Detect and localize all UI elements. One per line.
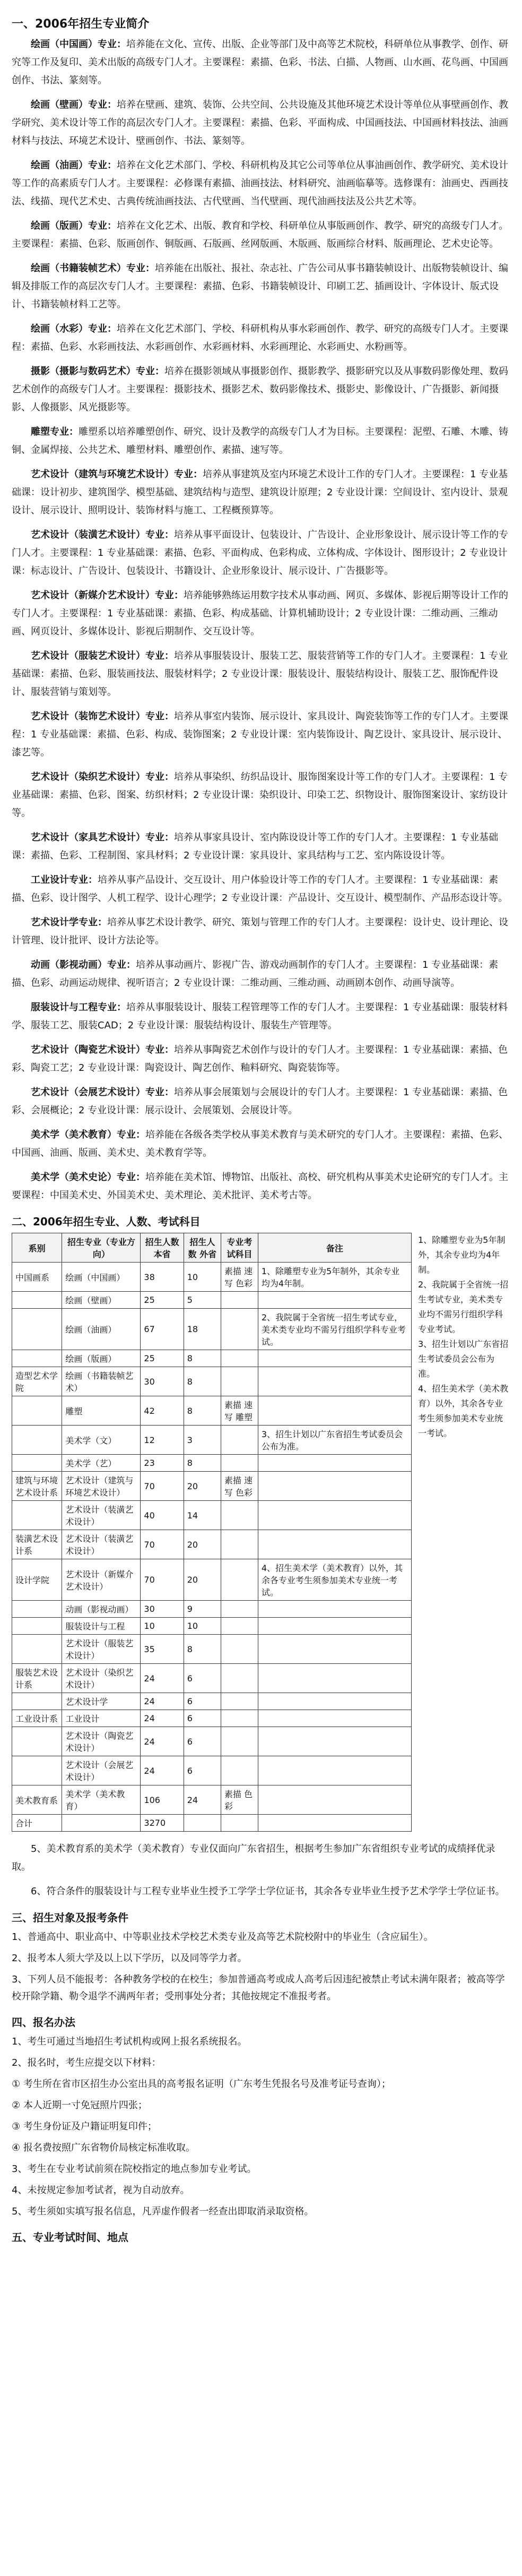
- major-text: 培养从事平面设计、包装设计、广告设计、企业形象设计、展示设计等工作的专门人才。主要课程：1 专业基础课：素描、色彩、平面构成、色彩构成、立体构成、字体设计、图形设计；2 专业设计课：标志设计、广告设计、包装设计、书籍设计、企业形象设计、展示设计、广告摄影等。: [12, 529, 508, 577]
- in-count-cell: 3270: [141, 1815, 184, 1832]
- section-item: 2、报考本人须大学及以上以下学历，以及同等学力者。: [12, 1953, 247, 1964]
- major-paragraph: [12, 708, 510, 762]
- intro-text: 培养在文化艺术部门、学校、科研机构从事水彩画创作、教学、研究的高级专门人才。主要课程：素描、色彩、水彩画技法、水彩画创作、水彩画材料、水彩画理论、水彩画史、水粉画等。: [12, 323, 508, 353]
- major-paragraph: [12, 1041, 510, 1077]
- section-subitem: ② 本人近期一寸免冠照片四张；: [12, 2100, 147, 2111]
- in-count-cell: 70: [141, 1472, 184, 1501]
- major-text: 培养能在美术馆、博物馆、出版社、高校、研究机构从事美术史论研究的专门人才。主要课程：中国美术史、外国美术史、美术理论、美术批评、美术考古等。: [12, 1172, 508, 1201]
- major-term: 艺术设计（新媒介艺术设计）专业：: [31, 590, 184, 601]
- major-paragraph: [12, 526, 510, 580]
- major-text: 培养从事家具设计、室内陈设设计等工作的专门人才。主要课程：1 专业基础课：素描、色彩、工程制图、家具材料；2 专业设计课：家具设计、家具结构与工艺、室内陈设设计等。: [12, 832, 499, 861]
- major-term: 工业设计专业：: [31, 874, 98, 886]
- after-table-point: 6、符合条件的服装设计与工程专业毕业生授予工学学士学位证书，其余各专业毕业生授予艺术学学士学位证书。: [31, 1886, 505, 1897]
- out-count-cell: 20: [184, 1472, 221, 1501]
- major-cell: 艺术设计（新媒介艺术设计）: [62, 1559, 141, 1601]
- major-text: 培养从事服装设计、服装工艺、服装营销等工作的专门人才。主要课程：1 专业基础课：素描、色彩、服装画技法、服装材料学；2 专业设计课：服装设计、服装结构设计、服装工艺、服饰配件设计、服装营销与策划等。: [12, 650, 508, 698]
- major-cell: 美术学（艺）: [62, 1455, 141, 1472]
- subject-cell: [221, 1367, 258, 1396]
- section-subitem: ④ 报名费按照广东省物价局核定标准收取。: [12, 2142, 195, 2153]
- subject-cell: [221, 1815, 258, 1832]
- table-header-cell: 系别: [12, 1233, 62, 1263]
- major-paragraph: [12, 956, 510, 992]
- intro-term: 绘画（水彩）专业：: [31, 323, 117, 334]
- major-text: 雕塑系以培养雕塑创作、研究、设计及教学的高级专门人才为目标。主要课程：泥塑、石雕、木雕、铸铜、金属焊接、公共艺术、雕塑材料、雕塑创作、素描、速写等。: [12, 426, 508, 456]
- out-count-cell: 6: [184, 1693, 221, 1710]
- intro-term: 绘画（壁画）专业：: [31, 99, 117, 110]
- subject-cell: 素描 速写 雕塑: [221, 1396, 258, 1426]
- dept-cell: [12, 1309, 62, 1350]
- section-title: 三、招生对象及报考条件: [12, 1911, 128, 1924]
- intro-term: 绘画（油画）专业：: [31, 160, 117, 171]
- major-text: 培养从事会展策划与会展设计的专门人才。主要课程：1 专业基础课：素描、色彩、会展概论；2 专业设计课：展示设计、会展策划、会展设计等。: [12, 1087, 508, 1116]
- in-count-cell: 30: [141, 1601, 184, 1618]
- table-header-cell: 备注: [258, 1233, 411, 1263]
- after-table-points: [12, 1840, 510, 1901]
- subject-cell: [221, 1426, 258, 1455]
- major-cell: 绘画（书籍装帧艺术）: [62, 1367, 141, 1396]
- major-paragraph: [12, 999, 510, 1035]
- table-row: [12, 1559, 412, 1601]
- out-count-cell: 8: [184, 1350, 221, 1367]
- major-term: 艺术设计学专业：: [31, 917, 107, 928]
- dept-cell: 工业设计系: [12, 1710, 62, 1727]
- dept-cell: 设计学院: [12, 1559, 62, 1601]
- admission-table: [12, 1233, 412, 1832]
- dept-cell: 建筑与环境艺术设计系: [12, 1472, 62, 1501]
- major-cell: 艺术设计（陶瓷艺术设计）: [62, 1727, 141, 1756]
- remark-cell: [258, 1693, 411, 1710]
- table-row: [12, 1727, 412, 1756]
- major-paragraph: [12, 1126, 510, 1162]
- remark-cell: 1、除雕塑专业为5年制外，其余专业均为4年制。: [258, 1263, 411, 1292]
- table-section-title: 二、2006年招生专业、人数、考试科目: [12, 1215, 201, 1228]
- subject-cell: [221, 1559, 258, 1601]
- remark-cell: 4、招生美术学（美术教育）以外，其余各专业考生须参加美术专业统一考试。: [258, 1559, 411, 1601]
- dept-cell: 美术教育系: [12, 1785, 62, 1815]
- remark-cell: [258, 1618, 411, 1635]
- section-item: 1、考生可通过当地招生考试机构或网上报名系统报名。: [12, 2036, 247, 2047]
- intro-paragraph: [12, 363, 510, 417]
- major-cell: 绘画（版画）: [62, 1350, 141, 1367]
- in-count-cell: 42: [141, 1396, 184, 1426]
- table-row: [12, 1309, 412, 1350]
- table-row: [12, 1292, 412, 1309]
- subject-cell: [221, 1618, 258, 1635]
- dept-cell: [12, 1693, 62, 1710]
- in-count-cell: 10: [141, 1618, 184, 1635]
- subject-cell: [221, 1710, 258, 1727]
- page-title: 一、2006年招生专业简介: [12, 18, 150, 31]
- intro-paragraphs: [12, 36, 510, 417]
- dept-cell: 装潢艺术设计系: [12, 1530, 62, 1559]
- subject-cell: [221, 1309, 258, 1350]
- out-count-cell: 5: [184, 1292, 221, 1309]
- after-table-point: 5、美术教育系的美术学（美术教育）专业仅面向广东省招生，根据考生参加广东省组织专业考试的成绩择优录取。: [12, 1843, 495, 1873]
- remark-cell: [258, 1530, 411, 1559]
- major-term: 艺术设计（建筑与环境艺术设计）专业：: [31, 469, 203, 480]
- out-count-cell: 8: [184, 1455, 221, 1472]
- intro-term: 摄影（摄影与数码艺术）专业：: [31, 366, 164, 377]
- out-count-cell: 14: [184, 1501, 221, 1530]
- dept-cell: [12, 1455, 62, 1472]
- subject-cell: [221, 1455, 258, 1472]
- section-item: 4、未按规定参加考试者，视为自动放弃。: [12, 2185, 190, 2196]
- major-cell: 美术学（文）: [62, 1426, 141, 1455]
- out-count-cell: 8: [184, 1635, 221, 1664]
- section-title: 五、专业考试时间、地点: [12, 2231, 128, 2244]
- table-row: [12, 1664, 412, 1693]
- major-cell: 服装设计与工程: [62, 1618, 141, 1635]
- remark-cell: [258, 1727, 411, 1756]
- table-row: [12, 1815, 412, 1832]
- table-row: [12, 1618, 412, 1635]
- out-count-cell: 6: [184, 1664, 221, 1693]
- dept-cell: [12, 1601, 62, 1618]
- section-item: 3、下列人员不能报考：各种教务学校的在校生；参加普通高考或成人高考后因违纪被禁止考试未满年限者；被高等学校开除学籍、勒令退学不满两年者；受刑事处分者；其他按规定不准报考者。: [12, 1974, 505, 2002]
- admission-sections: [12, 1909, 510, 2244]
- majors-block-1: [12, 423, 510, 459]
- remark-cell: [258, 1350, 411, 1367]
- out-count-cell: 10: [184, 1263, 221, 1292]
- remark-cell: [258, 1664, 411, 1693]
- major-cell: [62, 1815, 141, 1832]
- major-paragraph: [12, 587, 510, 641]
- remark-cell: [258, 1455, 411, 1472]
- table-row: [12, 1263, 412, 1292]
- subject-cell: [221, 1635, 258, 1664]
- remark-cell: [258, 1785, 411, 1815]
- intro-term: 绘画（版画）专业：: [31, 220, 117, 231]
- table-note: 3、招生计划以广东省招生考试委员会公布为准。: [418, 1339, 509, 1379]
- dept-cell: 中国画系: [12, 1263, 62, 1292]
- major-paragraph: [12, 871, 510, 907]
- major-cell: 艺术设计（染织艺术设计）: [62, 1664, 141, 1693]
- major-paragraph: [12, 1084, 510, 1120]
- major-term: 动画（影视动画）专业：: [31, 959, 136, 971]
- dept-cell: [12, 1635, 62, 1664]
- section-item: 2、报名时，考生应提交以下材料：: [12, 2057, 161, 2068]
- major-text: 培养从事艺术设计教学、研究、策划与管理工作的专门人才。主要课程：设计史、设计理论、设计管理、设计批评、设计方法论等。: [12, 917, 508, 946]
- intro-text: 培养在摄影领域从事摄影创作、摄影教学、摄影研究以及从事数码影像处理、数码艺术创作的高级专门人才。主要课程：摄影技术、摄影艺术、数码影像技术、摄影史、影像设计、广告摄影、新闻摄影、人像摄影、风光摄影等。: [12, 366, 508, 413]
- table-row: [12, 1455, 412, 1472]
- in-count-cell: 25: [141, 1350, 184, 1367]
- dept-cell: 服装艺术设计系: [12, 1664, 62, 1693]
- major-text: 培养从事服装设计、服装工程管理等工作的专门人才。主要课程：1 专业基础课：服装材料学、服装工艺、服装CAD；2 专业设计课：服装结构设计、服装生产管理等。: [12, 1002, 508, 1031]
- major-term: 美术学（美术教育）专业：: [31, 1129, 145, 1140]
- dept-cell: [12, 1292, 62, 1309]
- in-count-cell: 38: [141, 1263, 184, 1292]
- major-cell: 绘画（壁画）: [62, 1292, 141, 1309]
- table-header-cell: 招生人数 外省: [184, 1233, 221, 1263]
- table-row: [12, 1530, 412, 1559]
- major-cell: 绘画（中国画）: [62, 1263, 141, 1292]
- majors-block-4: [12, 1126, 510, 1205]
- in-count-cell: 106: [141, 1785, 184, 1815]
- intro-text: 培养能在文化、宣传、出版、企业等部门及中高等艺术院校，科研单位从事教学、创作、研究等工作及复印、美术出版的高级专门人才。主要课程：素描、色彩、书法、白描、人物画、山水画、花鸟画、中国画创作、书法、篆刻等。: [12, 39, 508, 86]
- in-count-cell: 35: [141, 1635, 184, 1664]
- major-text: 培养从事建筑及室内环境艺术设计工作的专门人才。主要课程：1 专业基础课：设计初步、建筑图学、模型基础、建筑结构与造型、建筑设计原理；2 专业设计课：空间设计、室内设计、景观设计、展示设计、照明设计、装饰材料与施工、工程概预算等。: [12, 469, 508, 516]
- dept-cell: [12, 1727, 62, 1756]
- major-term: 艺术设计（服装艺术设计）专业：: [31, 650, 174, 662]
- section-item: 1、普通高中、职业高中、中等职业技术学校艺术类专业及高等艺术院校附中的毕业生（含应届生）。: [12, 1931, 433, 1943]
- major-term: 艺术设计（陶瓷艺术设计）专业：: [31, 1044, 174, 1055]
- table-row: [12, 1350, 412, 1367]
- in-count-cell: 24: [141, 1693, 184, 1710]
- section-item: 3、考生在专业考试前须在院校指定的地点参加专业考试。: [12, 2163, 257, 2175]
- table-row: [12, 1426, 412, 1455]
- remark-cell: [258, 1292, 411, 1309]
- intro-term: 绘画（书籍装帧艺术）专业：: [31, 263, 155, 274]
- major-paragraph: [12, 914, 510, 950]
- major-paragraph: [12, 647, 510, 701]
- major-cell: 美术学（美术教育）: [62, 1785, 141, 1815]
- remark-cell: 2、我院属于全省统一招生考试专业，美术类专业均不需另行组织学科专业考试。: [258, 1309, 411, 1350]
- dept-cell: [12, 1756, 62, 1785]
- dept-cell: [12, 1501, 62, 1530]
- major-term: 美术学（美术史论）专业：: [31, 1172, 145, 1183]
- table-row: [12, 1785, 412, 1815]
- major-term: 艺术设计（装饰艺术设计）专业：: [31, 711, 174, 722]
- major-term: 艺术设计（装潢艺术设计）专业：: [31, 529, 174, 540]
- majors-block-2: [12, 466, 510, 865]
- table-row: [12, 1710, 412, 1727]
- remark-cell: [258, 1815, 411, 1832]
- intro-text: 培养能在出版社、报社、杂志社、广告公司从事书籍装帧设计、出版物装帧设计、编辑及排版工作的高层次专门人才。主要课程：素描、色彩、书籍装帧设计、印刷工艺、插画设计、字体设计、版式设计、书籍装帧材料工艺等。: [12, 263, 508, 310]
- major-cell: 艺术设计（服装艺术设计）: [62, 1635, 141, 1664]
- major-text: 培养能在各级各类学校从事美术教育与美术研究的专门人才。主要课程：素描、色彩、中国画、油画、版画、美术史、美术教育学等。: [12, 1129, 508, 1158]
- subject-cell: [221, 1756, 258, 1785]
- dept-cell: [12, 1350, 62, 1367]
- table-header-cell: 招生人数 本省: [141, 1233, 184, 1263]
- major-cell: 艺术设计学: [62, 1693, 141, 1710]
- table-row: [12, 1472, 412, 1501]
- intro-paragraph: [12, 320, 510, 356]
- major-cell: 雕塑: [62, 1396, 141, 1426]
- major-paragraph: [12, 829, 510, 865]
- major-cell: 工业设计: [62, 1710, 141, 1727]
- table-row: [12, 1601, 412, 1618]
- remark-cell: 3、招生计划以广东省招生考试委员会公布为准。: [258, 1426, 411, 1455]
- subject-cell: 素描 速写 色彩: [221, 1472, 258, 1501]
- table-header-row: [12, 1233, 412, 1263]
- subject-cell: [221, 1664, 258, 1693]
- section-subitem: ① 考生所在省市区招生办公室出具的高考报名证明（广东考生凭报名号及准考证号查询）；: [12, 2079, 391, 2090]
- table-row: [12, 1501, 412, 1530]
- remark-cell: [258, 1635, 411, 1664]
- major-term: 雕塑专业：: [31, 426, 79, 437]
- remark-cell: [258, 1710, 411, 1727]
- major-term: 服装设计与工程专业：: [31, 1002, 126, 1013]
- dept-cell: [12, 1426, 62, 1455]
- section-item: 5、考生须如实填写报名信息，凡弄虚作假者一经查出即取消录取资格。: [12, 2206, 314, 2217]
- out-count-cell: 6: [184, 1727, 221, 1756]
- subject-cell: [221, 1727, 258, 1756]
- in-count-cell: 70: [141, 1559, 184, 1601]
- major-cell: 绘画（油画）: [62, 1309, 141, 1350]
- remark-cell: [258, 1396, 411, 1426]
- table-row: [12, 1756, 412, 1785]
- in-count-cell: 24: [141, 1710, 184, 1727]
- out-count-cell: 9: [184, 1601, 221, 1618]
- subject-cell: [221, 1292, 258, 1309]
- in-count-cell: 30: [141, 1367, 184, 1396]
- in-count-cell: 25: [141, 1292, 184, 1309]
- section-list: [12, 2033, 510, 2220]
- major-cell: 动画（影视动画）: [62, 1601, 141, 1618]
- major-paragraph: [12, 768, 510, 822]
- in-count-cell: 24: [141, 1664, 184, 1693]
- remark-cell: [258, 1501, 411, 1530]
- major-cell: 艺术设计（会展艺术设计）: [62, 1756, 141, 1785]
- remark-cell: [258, 1756, 411, 1785]
- intro-term: 绘画（中国画）专业：: [31, 39, 126, 50]
- out-count-cell: 24: [184, 1785, 221, 1815]
- major-term: 艺术设计（会展艺术设计）专业：: [31, 1087, 174, 1098]
- intro-paragraph: [12, 217, 510, 253]
- table-note: 2、我院属于全省统一招生考试专业，美术类专业均不需另行组织学科专业考试。: [418, 1280, 509, 1334]
- table-row: [12, 1396, 412, 1426]
- majors-block-3: [12, 871, 510, 1120]
- major-cell: 艺术设计（装潢艺术设计）: [62, 1530, 141, 1559]
- intro-paragraph: [12, 36, 510, 90]
- dept-cell: [12, 1396, 62, 1426]
- table-row: [12, 1693, 412, 1710]
- major-cell: 艺术设计（装潢艺术设计）: [62, 1501, 141, 1530]
- table-header-cell: 招生专业（专业方向）: [62, 1233, 141, 1263]
- table-wrap: [12, 1233, 510, 1832]
- major-paragraph: [12, 1169, 510, 1205]
- out-count-cell: 20: [184, 1559, 221, 1601]
- subject-cell: [221, 1693, 258, 1710]
- intro-text: 培养在文化艺术、出版、教育和学校、科研单位从事版画创作、教学、研究的高级专门人才。主要课程：素描、色彩、版画创作、铜版画、石版画、丝网版画、木版画、版画综合材料、版画理论、艺术史论等。: [12, 220, 508, 250]
- dept-cell: 造型艺术学院: [12, 1367, 62, 1396]
- out-count-cell: 3: [184, 1426, 221, 1455]
- in-count-cell: 24: [141, 1756, 184, 1785]
- subject-cell: [221, 1530, 258, 1559]
- table-notes: [418, 1233, 510, 1441]
- major-paragraph: [12, 466, 510, 520]
- table-body: [12, 1263, 412, 1832]
- out-count-cell: 20: [184, 1530, 221, 1559]
- major-paragraph: [12, 423, 510, 459]
- subject-cell: 素描 色彩: [221, 1785, 258, 1815]
- table-row: [12, 1635, 412, 1664]
- out-count-cell: 8: [184, 1396, 221, 1426]
- in-count-cell: 40: [141, 1501, 184, 1530]
- table-note: 1、除雕塑专业为5年制外，其余专业均为4年制。: [418, 1235, 506, 1275]
- intro-text: 培养在壁画、建筑、装饰、公共空间、公共设施及其他环境艺术设计等单位从事壁画创作、教学研究、美术设计等工作的高层次专门人才。主要课程：素描、色彩、平面构成、中国画技法、中国画材料技法、油画材料与技法、环境艺术设计、壁画创作、书法、篆刻等。: [12, 99, 508, 147]
- in-count-cell: 12: [141, 1426, 184, 1455]
- subject-cell: [221, 1501, 258, 1530]
- out-count-cell: 6: [184, 1756, 221, 1785]
- subject-cell: [221, 1601, 258, 1618]
- out-count-cell: 10: [184, 1618, 221, 1635]
- remark-cell: [258, 1367, 411, 1396]
- intro-text: 培养在文化艺术部门、学校、科研机构及其它公司等单位从事油画创作、教学研究、美术设计等工作的高素质专门人才。主要课程：必修课有素描、油画技法、材料研究、油画临摹等。选修课有：油画史、西画技法、线描、现代艺术史、古典传统油画技法、古代壁画、当代壁画、现代油画技法及公共艺术等。: [12, 160, 508, 207]
- remark-cell: [258, 1601, 411, 1618]
- major-cell: 艺术设计（建筑与环境艺术设计）: [62, 1472, 141, 1501]
- section-subitem: ③ 考生身份证及户籍证明复印件；: [12, 2121, 157, 2132]
- dept-cell: [12, 1618, 62, 1635]
- section-title: 四、报名办法: [12, 2016, 75, 2029]
- in-count-cell: 70: [141, 1530, 184, 1559]
- intro-paragraph: [12, 260, 510, 314]
- major-text: 培养从事室内装饰、展示设计、家具设计、陶瓷装饰等工作的专门人才。主要课程：1 专业基础课：素描、色彩、构成、装饰图案；2 专业设计课：室内装饰设计、陶艺设计、家具设计、展示设计、漆艺等。: [12, 711, 508, 758]
- out-count-cell: 6: [184, 1710, 221, 1727]
- dept-cell: 合计: [12, 1815, 62, 1832]
- subject-cell: 素描 速写 色彩: [221, 1263, 258, 1292]
- major-term: 艺术设计（染织艺术设计）专业：: [31, 771, 174, 783]
- in-count-cell: 23: [141, 1455, 184, 1472]
- subject-cell: [221, 1350, 258, 1367]
- intro-paragraph: [12, 96, 510, 150]
- major-text: 培养能够熟练运用数字技术从事动画、网页、多媒体、影视后期等设计工作的专门人才。主要课程：1 专业基础课：素描、色彩、构成基础、计算机辅助设计；2 专业设计课：二维动画、三维动画、网页设计、多媒体设计、影视后期制作、交互设计等。: [12, 590, 508, 637]
- major-text: 培养从事产品设计、交互设计、用户体验设计等工作的专门人才。主要课程：1 专业基础课：素描、色彩、设计图学、人机工程学、设计心理学；2 专业设计课：产品设计、交互设计、模型制作、产品形态设计等。: [12, 874, 508, 904]
- table-header-cell: 专业考试科目: [221, 1233, 258, 1263]
- in-count-cell: 24: [141, 1727, 184, 1756]
- out-count-cell: [184, 1815, 221, 1832]
- in-count-cell: 67: [141, 1309, 184, 1350]
- out-count-cell: 8: [184, 1367, 221, 1396]
- remark-cell: [258, 1472, 411, 1501]
- major-term: 艺术设计（家具艺术设计）专业：: [31, 832, 174, 843]
- table-note: 4、招生美术学（美术教育）以外，其余各专业考生须参加美术专业统一考试。: [418, 1384, 509, 1438]
- out-count-cell: 18: [184, 1309, 221, 1350]
- table-row: [12, 1367, 412, 1396]
- section-list: [12, 1929, 510, 2005]
- major-text: 培养从事动画片、影视广告、游戏动画制作的专门人才。主要课程：1 专业基础课：素描、色彩、动画运动规律、视听语言；2 专业设计课：二维动画、三维动画、动画剧本创作、动画导演等。: [12, 959, 499, 989]
- intro-paragraph: [12, 157, 510, 211]
- major-text: 培养从事染织、纺织品设计、服饰图案设计等工作的专门人才。主要课程：1 专业基础课：素描、色彩、图案、纺织材料；2 专业设计课：染织设计、印染工艺、织物设计、服饰图案设计、家纺设计等。: [12, 771, 508, 819]
- major-text: 培养从事陶瓷艺术创作与设计的专门人才。主要课程：1 专业基础课：素描、色彩、陶瓷工艺；2 专业设计课：陶瓷设计、陶艺创作、釉料研究、陶瓷装饰等。: [12, 1044, 508, 1074]
